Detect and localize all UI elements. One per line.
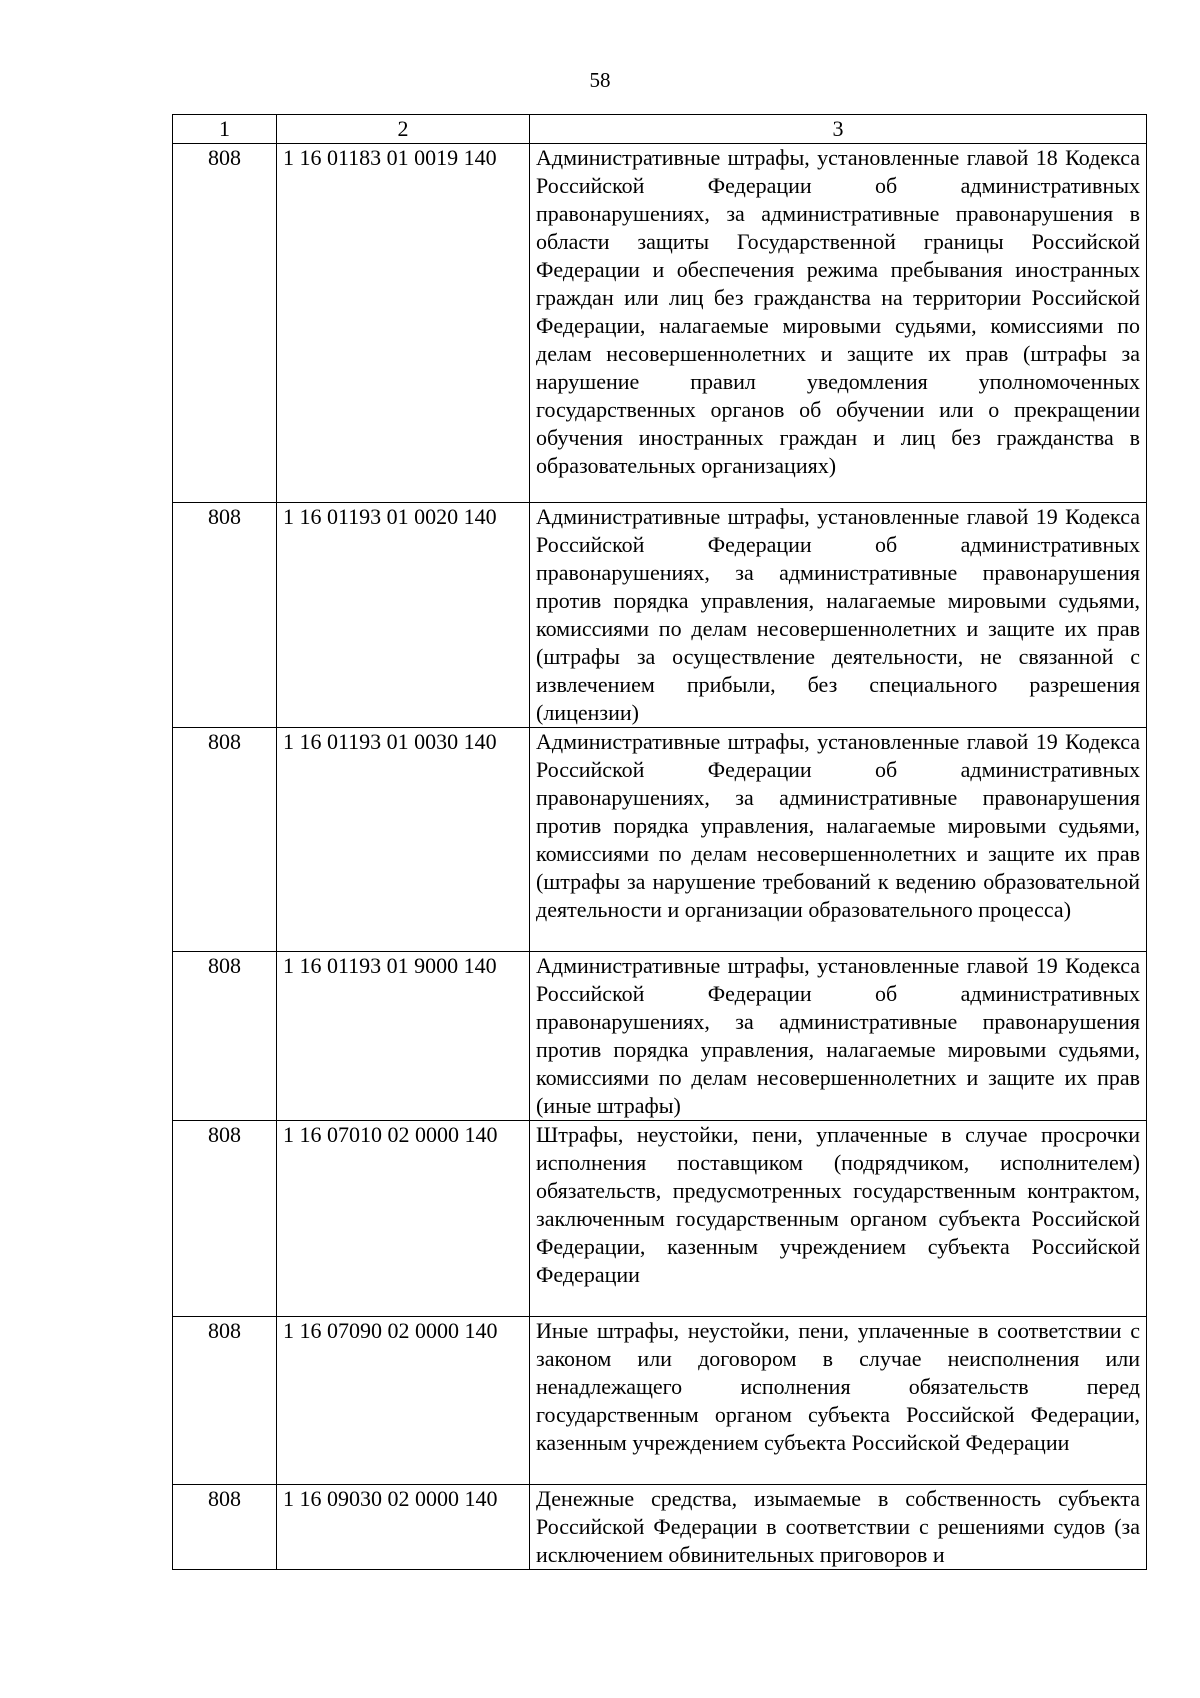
- budget-code-cell: 1 16 01193 01 9000 140: [277, 952, 530, 1121]
- description-cell: Денежные средства, изымаемые в собственность субъекта Российской Федерации в соответствии с решениями судов (за исключением обвинительных приговоров и: [530, 1485, 1147, 1570]
- admin-code-cell: 808: [173, 1485, 277, 1570]
- description-cell: Административные штрафы, установленные главой 19 Кодекса Российской Федерации об административных правонарушениях, за административные правонарушения против порядка управления, налагаемые мировыми судьями, комиссиями по делам несовершеннолетних и защите их прав (иные штрафы): [530, 952, 1147, 1121]
- page-number: 58: [589, 68, 611, 92]
- table-row: [173, 952, 1147, 1121]
- budget-classification-table: [172, 114, 1147, 1570]
- admin-code-cell: 808: [173, 952, 277, 1121]
- admin-code-cell: 808: [173, 728, 277, 952]
- budget-code-cell: 1 16 07090 02 0000 140: [277, 1317, 530, 1485]
- header-col-3: 3: [530, 115, 1147, 144]
- admin-code-cell: 808: [173, 1121, 277, 1317]
- description-cell: Штрафы, неустойки, пени, уплаченные в случае просрочки исполнения поставщиком (подрядчиком, исполнителем) обязательств, предусмотренных государственным контрактом, заключенным государственным органом субъекта Российской Федерации, казенным учреждением субъекта Российской Федерации: [530, 1121, 1147, 1317]
- table-row: [173, 503, 1147, 728]
- header-col-1: 1: [173, 115, 277, 144]
- budget-code-cell: 1 16 09030 02 0000 140: [277, 1485, 530, 1570]
- admin-code-cell: 808: [173, 144, 277, 503]
- budget-code-cell: 1 16 07010 02 0000 140: [277, 1121, 530, 1317]
- table-row: [173, 144, 1147, 503]
- description-cell: Административные штрафы, установленные главой 18 Кодекса Российской Федерации об административных правонарушениях, за административные правонарушения в области защиты Государственной границы Российской Федерации и обеспечения режима пребывания иностранных граждан или лиц без гражданства на территории Российской Федерации, налагаемые мировыми судьями, комиссиями по делам несовершеннолетних и защите их прав (штрафы за нарушение правил уведомления уполномоченных государственных органов об обучении или о прекращении обучения иностранных граждан и лиц без гражданства в образовательных организациях): [530, 144, 1147, 503]
- description-cell: Административные штрафы, установленные главой 19 Кодекса Российской Федерации об административных правонарушениях, за административные правонарушения против порядка управления, налагаемые мировыми судьями, комиссиями по делам несовершеннолетних и защите их прав (штрафы за нарушение требований к ведению образовательной деятельности и организации образовательного процесса): [530, 728, 1147, 952]
- description-cell: Иные штрафы, неустойки, пени, уплаченные в соответствии с законом или договором в случае неисполнения или ненадлежащего исполнения обязательств перед государственным органом субъекта Российской Федерации, казенным учреждением субъекта Российской Федерации: [530, 1317, 1147, 1485]
- table-row: [173, 1485, 1147, 1570]
- table-row: [173, 1121, 1147, 1317]
- header-col-2: 2: [277, 115, 530, 144]
- description-cell: Административные штрафы, установленные главой 19 Кодекса Российской Федерации об административных правонарушениях, за административные правонарушения против порядка управления, налагаемые мировыми судьями, комиссиями по делам несовершеннолетних и защите их прав (штрафы за осуществление деятельности, не связанной с извлечением прибыли, без специального разрешения (лицензии): [530, 503, 1147, 728]
- table-row: [173, 728, 1147, 952]
- budget-code-cell: 1 16 01193 01 0020 140: [277, 503, 530, 728]
- admin-code-cell: 808: [173, 1317, 277, 1485]
- table-header-row: [173, 115, 1147, 144]
- budget-code-cell: 1 16 01193 01 0030 140: [277, 728, 530, 952]
- table-row: [173, 1317, 1147, 1485]
- budget-code-cell: 1 16 01183 01 0019 140: [277, 144, 530, 503]
- admin-code-cell: 808: [173, 503, 277, 728]
